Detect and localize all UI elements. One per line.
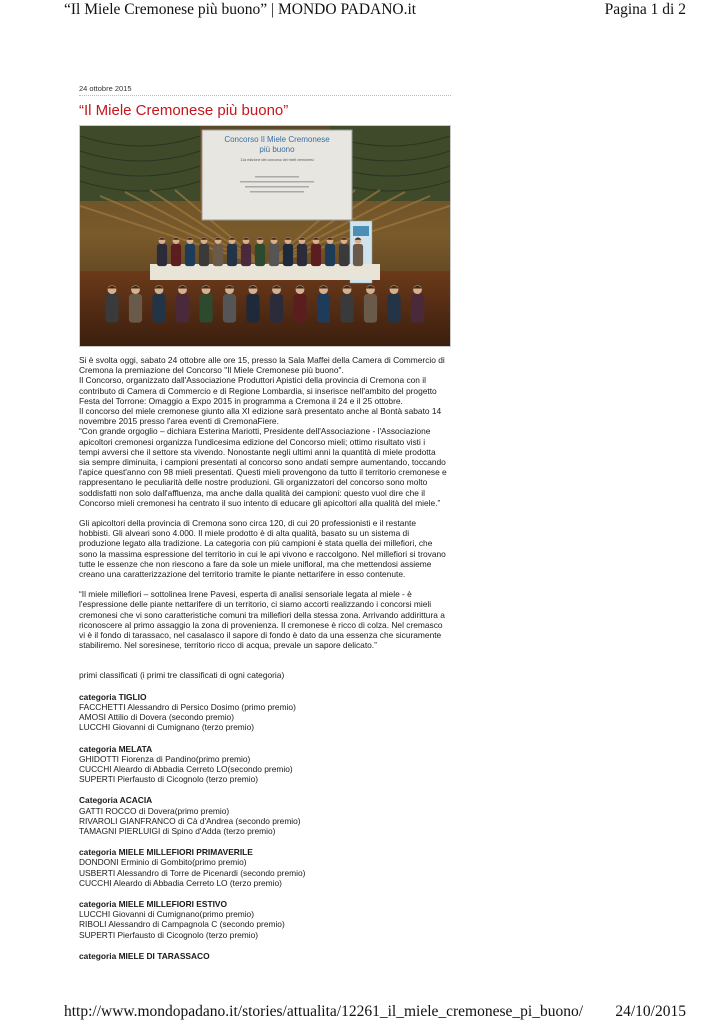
winner-line: CUCCHI Aleardo di Abbadia Cerreto LO(secondo premio) — [79, 763, 293, 774]
text-line: apicoltori cremonesi organizza l'undicesima edizione del Concorso mieli; ottimo risultato visti i — [79, 436, 426, 447]
text-line: “Il miele millefiori – sottolinea Irene Pavesi, esperta di analisi sensoriale legata al miele - è — [79, 589, 412, 600]
category-title — [79, 951, 451, 961]
winner-line: CUCCHI Aleardo di Abbadia Cerreto LO (terzo premio) — [79, 877, 282, 888]
text-line: Si è svolta oggi, sabato 24 ottobre alle ore 15, presso la Sala Maffei della Camera di Commercio di — [79, 355, 445, 365]
print-header — [0, 0, 724, 26]
screen-title-line2: più buono — [259, 145, 295, 154]
winner-line: RIVAROLI GIANFRANCO di Cà d'Andrea (secondo premio) — [79, 815, 301, 826]
article — [79, 84, 451, 961]
category-prefix: categoria — [79, 847, 119, 858]
category-title — [79, 847, 451, 857]
text-line: soddisfatti non solo dall'affluenza, ma anche dalla qualità dei campioni: questo vuol dire che il — [79, 487, 425, 498]
text-line: tempi avversi che il settore sta vivendo. Nonostante negli ultimi anni la quantità di miele prodotta — [79, 446, 436, 457]
category-name: ACACIA — [119, 795, 153, 806]
category-name: MIELE DI TARASSACO — [118, 950, 210, 961]
category-block — [79, 795, 451, 836]
category-name: MELATA — [118, 743, 153, 754]
text-line: cremonesi che vi sono caratteristiche comuni tra millefiori della stessa zona. Arrivando addirittura a — [79, 609, 445, 620]
winner-line: LUCCHI Giovanni di Cumignano(primo premio) — [79, 909, 255, 920]
category-block — [79, 847, 451, 888]
winner-line: USBERTI Alessandro di Torre de Picenardi (secondo premio) — [79, 867, 306, 878]
text-line: Festa del Torrone: Omaggio a Expo 2015 in programma a Cremona il 24 e il 25 ottobre. — [79, 395, 403, 406]
text-line: novembre 2015 presso l'area eventi di CremonaFiere. — [79, 416, 279, 427]
screen-title-line1: Concorso Il Miele Cremonese — [224, 135, 330, 144]
beekeepers-paragraph — [79, 518, 451, 579]
print-page-number: Pagina 1 di 2 — [604, 1, 686, 18]
category-block — [79, 899, 451, 940]
category-title — [79, 692, 451, 702]
category-block — [79, 744, 451, 785]
text-line: hobbisti. Gli alveari sono 4.000. Il miele prodotto è di alta qualità, basato su un sistema di — [79, 528, 410, 539]
article-date: 24 ottobre 2015 — [79, 84, 451, 96]
ranking-intro: primi classificati (i primi tre classificati di ogni categoria) — [79, 670, 285, 681]
category-title — [79, 899, 451, 909]
winner-line: GHIDOTTI Fiorenza di Pandino(primo premio) — [79, 753, 251, 764]
table — [150, 264, 380, 280]
category-prefix: categoria — [79, 950, 119, 961]
winner-line: GATTI ROCCO di Dovera(primo premio) — [79, 805, 230, 816]
category-prefix: categoria — [79, 691, 119, 702]
print-date: 24/10/2015 — [615, 1003, 686, 1020]
winner-line: SUPERTI Pierfausto di Cicognolo (terzo premio) — [79, 774, 259, 785]
back-row-people — [157, 237, 363, 266]
winner-line: AMOSI Attilio di Dovera (secondo premio) — [79, 712, 234, 723]
winner-line: LUCCHI Giovanni di Cumignano (terzo premio) — [79, 722, 255, 733]
winner-line: DONDONI Erminio di Gombito(primo premio) — [79, 857, 247, 868]
intro-paragraph — [79, 355, 451, 508]
text-line: Il Concorso, organizzato dall'Associazione Produttori Apistici della provincia di Cremona con il — [79, 375, 427, 386]
text-line: Concorso mieli cremonesi ha centrato il suo intento di educare gli apicoltori alla qualità del miele.” — [79, 497, 441, 508]
text-line: rappresentano le peculiarità delle nostre produzioni. Gli organizzatori del concorso sono molto — [79, 477, 428, 488]
text-line: riconoscere al primo assaggio la zona di provenienza. Il cremonese è ricco di colza. Nel cremasco — [79, 619, 443, 630]
text-line: Gli apicoltori della provincia di Cremona sono circa 120, di cui 20 professionisti e il restante — [79, 518, 417, 529]
millefiori-paragraph — [79, 589, 451, 650]
article-photo — [79, 125, 451, 347]
winner-line: RIBOLI Alessandro di Campagnola C (secondo premio) — [79, 919, 285, 930]
category-block — [79, 692, 451, 733]
category-name: MIELE MILLEFIORI PRIMAVERILE — [118, 847, 253, 858]
category-prefix: categoria — [79, 743, 119, 754]
text-line: sono la massima espressione del territorio in cui le api vivono e raccolgono. Nel millefiori si trovano — [79, 548, 446, 559]
screen-subtitle: 11a edizione del concorso dei mieli cremonesi — [240, 158, 314, 162]
text-line: l'espressione delle piante nettarifere di un territorio, ci siamo accorti realizzando i concorsi mieli — [79, 599, 432, 610]
article-headline: “Il Miele Cremonese più buono” — [79, 102, 289, 119]
print-url: http://www.mondopadano.it/stories/attualita/12261_il_miele_cremonese_pi_buono/ — [64, 1003, 584, 1020]
category-prefix: Categoria — [79, 795, 120, 806]
category-prefix: categoria — [79, 898, 119, 909]
text-line: l'apice quest'anno con 98 mieli presentati. Questi mieli provengono da tutto il territorio cremonese e — [79, 467, 447, 478]
winner-line: FACCHETTI Alessandro di Persico Dosimo (primo premio) — [79, 701, 296, 712]
category-list — [79, 692, 451, 961]
category-name: MIELE MILLEFIORI ESTIVO — [118, 898, 227, 909]
group-photo-illustration — [80, 126, 450, 346]
text-line: Cremona la premiazione del Concorso "Il Miele Cremonese più buono". — [79, 365, 344, 376]
text-line: tutte le essenze che non riescono a fare da sole un miele unifloral, ma che mettendosi assieme — [79, 558, 432, 569]
category-name: TIGLIO — [118, 691, 147, 702]
winner-line: TAMAGNI PIERLUIGI di Spino d'Adda (terzo premio) — [79, 825, 276, 836]
category-title — [79, 744, 451, 754]
text-line: Il concorso del miele cremonese giunto alla XI edizione sarà presentato anche al Bontà sabato 14 — [79, 406, 442, 417]
text-line: contributo di Camera di Commercio e di Regione Lombardia, si inserisce nell'ambito del progetto — [79, 385, 437, 396]
article-body — [79, 355, 451, 961]
text-line: stabiliremo. Nel soresinese, territorio ricco di acqua, prevale un sapore delicato.” — [79, 640, 377, 651]
text-line: sia sempre diminuita, i campioni presentati al concorso sono andati sempre aumentando, toccando — [79, 457, 446, 468]
category-block — [79, 951, 451, 961]
text-line: “Con grande orgoglio – dichiara Esterina Mariotti, Presidente dell'Associazione - l'Associazione — [79, 426, 431, 437]
print-footer — [0, 1000, 724, 1024]
text-line: vi è il fondo di tarassaco, nel casalasco il sapore di fondo è dato da una essenza che sicuramente — [79, 630, 442, 641]
text-line: creano una caratterizzazione del territorio tramite le piante nettarifere in esso contenute. — [79, 569, 406, 580]
print-page-title: “Il Miele Cremonese più buono” | MONDO PADANO.it — [64, 1, 417, 18]
text-line: produzione legato alla tradizione. La categoria con più campioni è stata quella dei millefiori, che — [79, 538, 433, 549]
winner-line: SUPERTI Pierfausto di Cicognolo (terzo premio) — [79, 929, 259, 940]
category-title — [79, 795, 451, 805]
